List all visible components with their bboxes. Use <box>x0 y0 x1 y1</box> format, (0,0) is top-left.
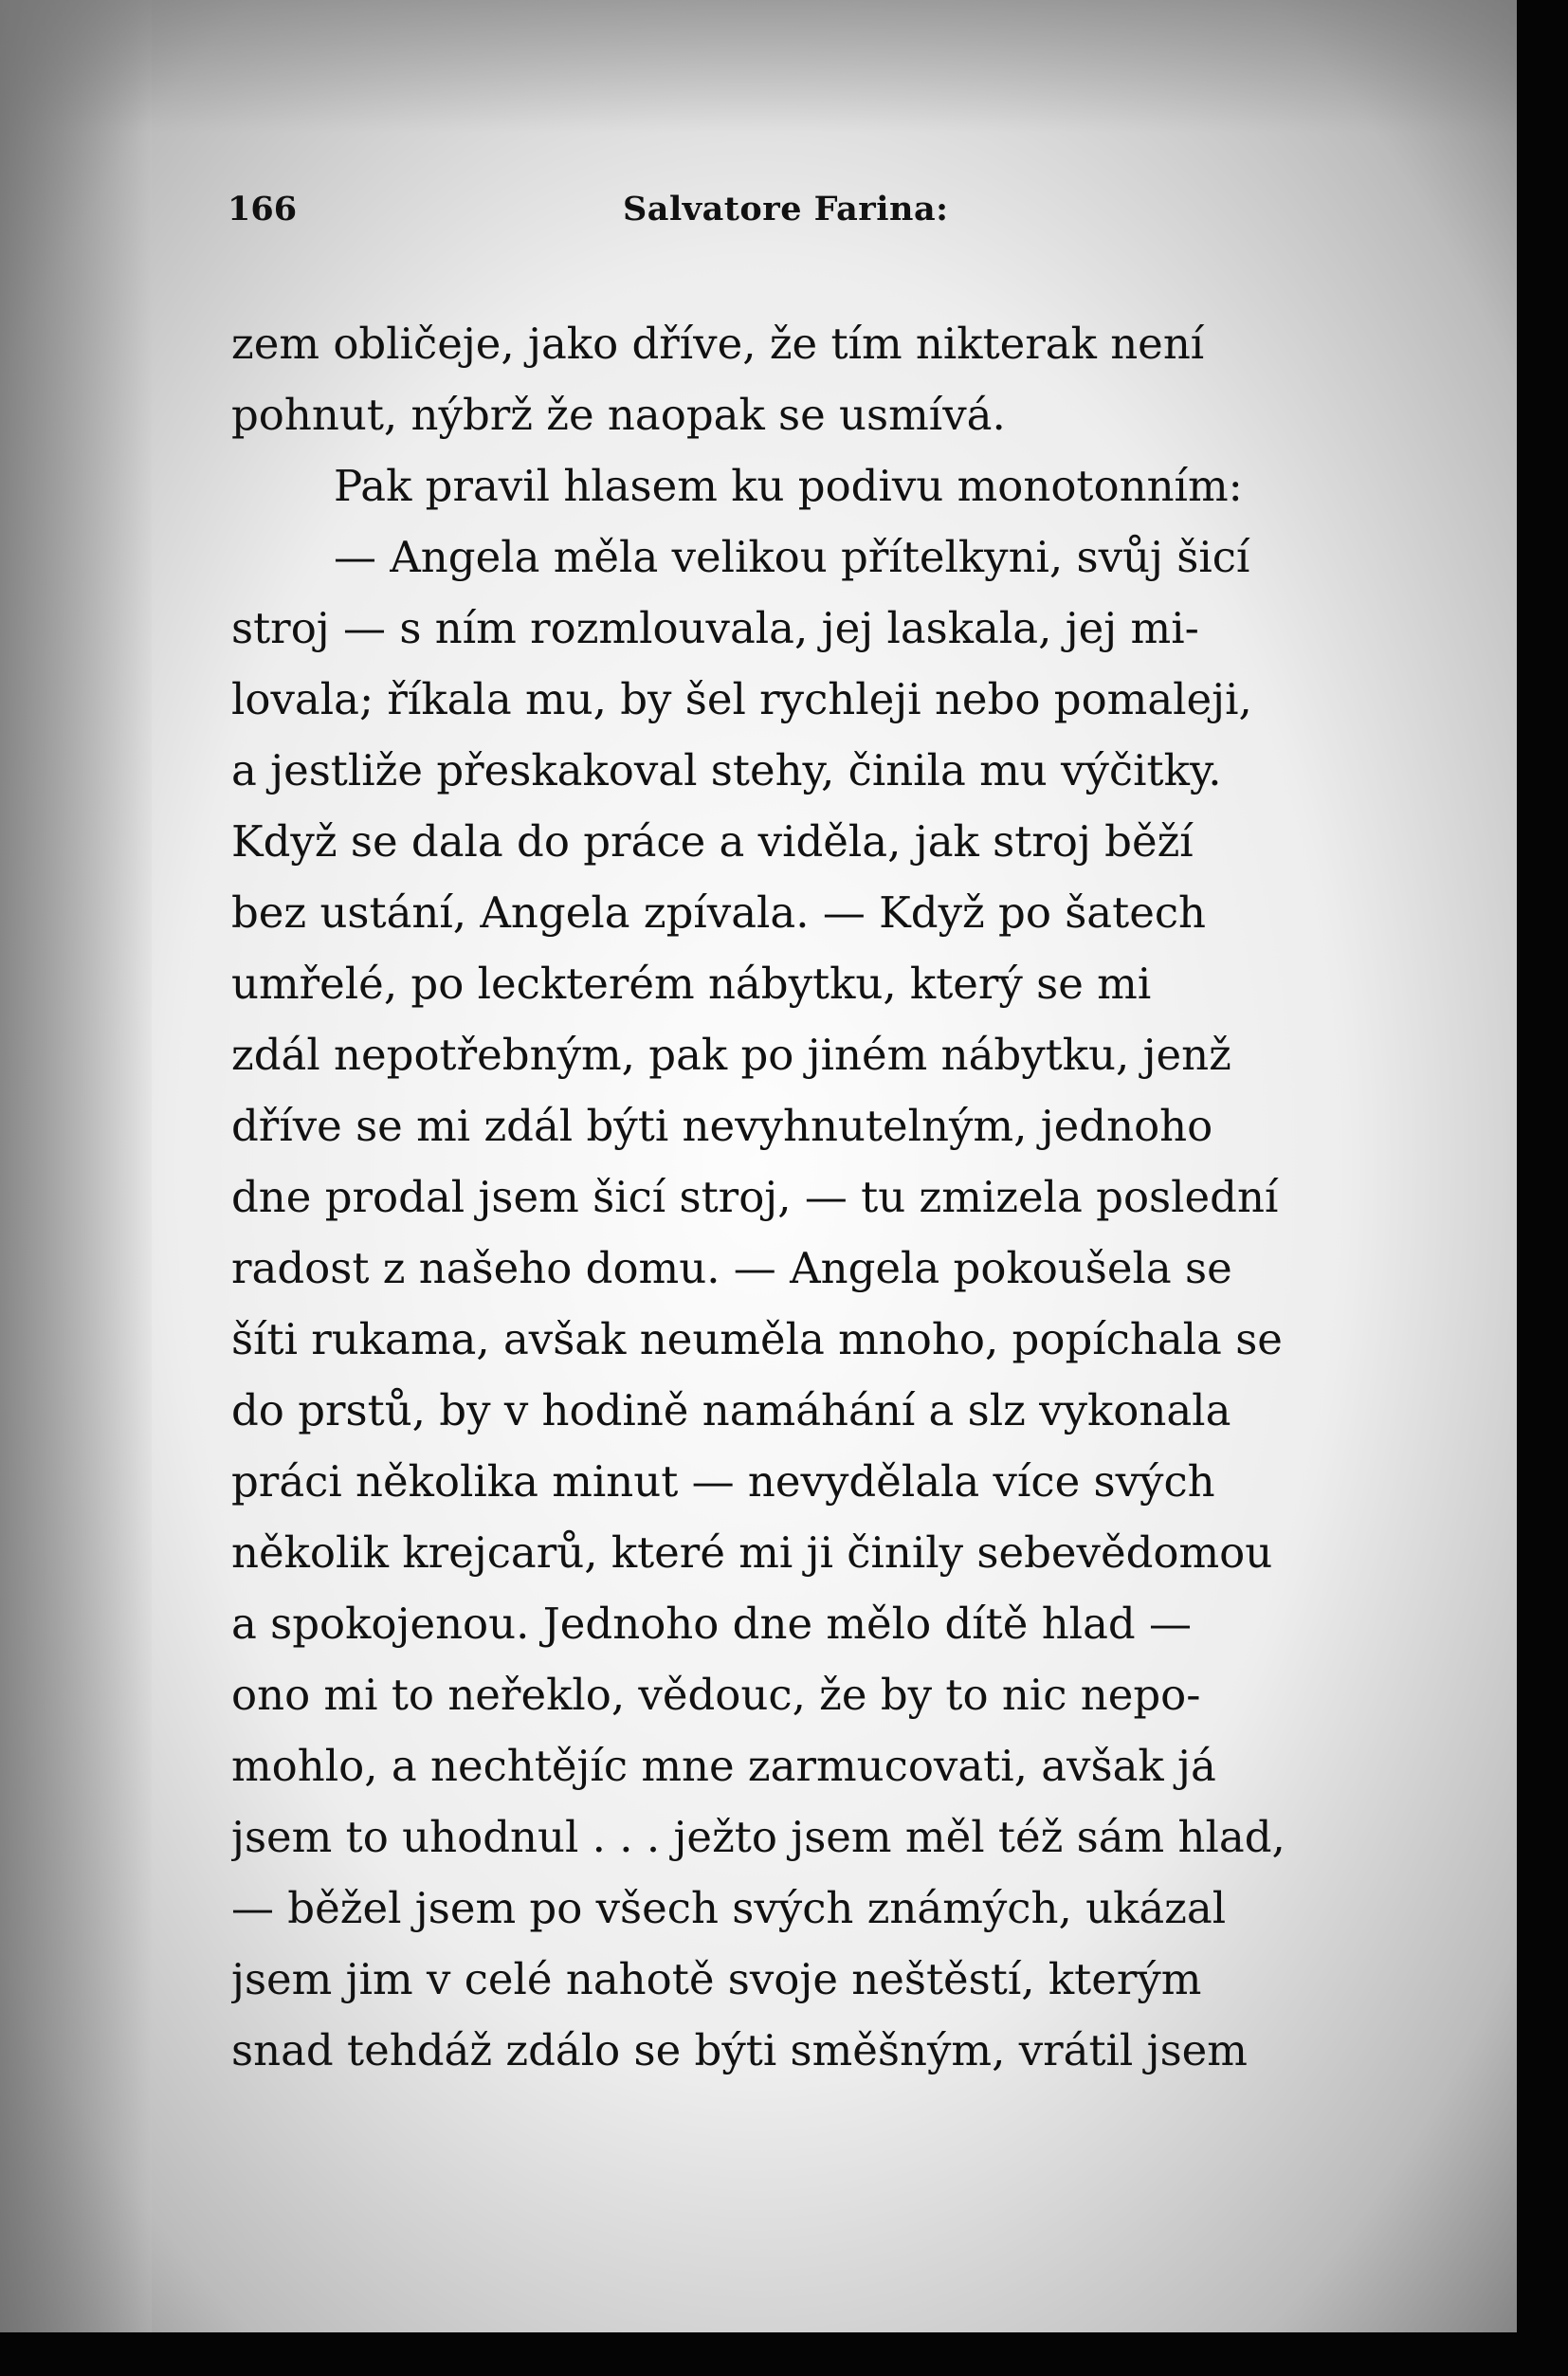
text-line: několik krejcarů, které mi ji činily sebevědomou <box>231 1527 1273 1578</box>
text-line: — Angela měla velikou přítelkyni, svůj šicí <box>334 532 1250 582</box>
page-number: 166 <box>228 190 298 228</box>
text-line: a spokojenou. Jednoho dne mělo dítě hlad — <box>231 1599 1193 1649</box>
text-line: umřelé, po leckterém nábytku, který se mi <box>231 959 1152 1009</box>
text-line: zdál nepotřebným, pak po jiném nábytku, jenž <box>231 1030 1231 1080</box>
text-line: šíti rukama, avšak neuměla mnoho, popíchala se <box>231 1314 1283 1364</box>
text-line: práci několika minut — nevydělala více svých <box>231 1456 1215 1507</box>
running-title: Salvatore Farina: <box>623 190 949 228</box>
text-line: radost z našeho domu. — Angela pokoušela se <box>231 1243 1232 1293</box>
page-header <box>228 190 1346 237</box>
text-line: — běžel jsem po všech svých známých, ukázal <box>231 1883 1227 1933</box>
text-line: snad tehdáž zdálo se býti směšným, vrátil jsem <box>231 2025 1248 2075</box>
body-text <box>231 308 1359 2086</box>
text-line: a jestliže přeskakoval stehy, činila mu výčitky. <box>231 745 1222 795</box>
text-line: Pak pravil hlasem ku podivu monotonním: <box>334 461 1243 511</box>
text-line: zem obličeje, jako dříve, že tím nikterak není <box>231 319 1205 369</box>
text-line: pohnut, nýbrž že naopak se usmívá. <box>231 390 1006 440</box>
text-line: ono mi to neřeklo, vědouc, že by to nic nepo- <box>231 1670 1201 1720</box>
text-line: bez ustání, Angela zpívala. — Když po šatech <box>231 887 1207 938</box>
text-line: Když se dala do práce a viděla, jak stroj běží <box>231 816 1194 867</box>
text-line: dříve se mi zdál býti nevyhnutelným, jednoho <box>231 1101 1213 1151</box>
text-line: jsem to uhodnul . . . ježto jsem měl též sám hlad, <box>231 1812 1285 1862</box>
text-line: mohlo, a nechtějíc mne zarmucovati, avšak já <box>231 1741 1216 1791</box>
text-line: do prstů, by v hodině namáhání a slz vykonala <box>231 1385 1231 1435</box>
text-line: jsem jim v celé nahotě svoje neštěstí, kterým <box>231 1954 1202 2004</box>
text-line: dne prodal jsem šicí stroj, — tu zmizela poslední <box>231 1172 1279 1222</box>
text-line: stroj — s ním rozmlouvala, jej laskala, jej mi- <box>231 603 1199 653</box>
text-line: lovala; říkala mu, by šel rychleji nebo pomaleji, <box>231 674 1252 724</box>
